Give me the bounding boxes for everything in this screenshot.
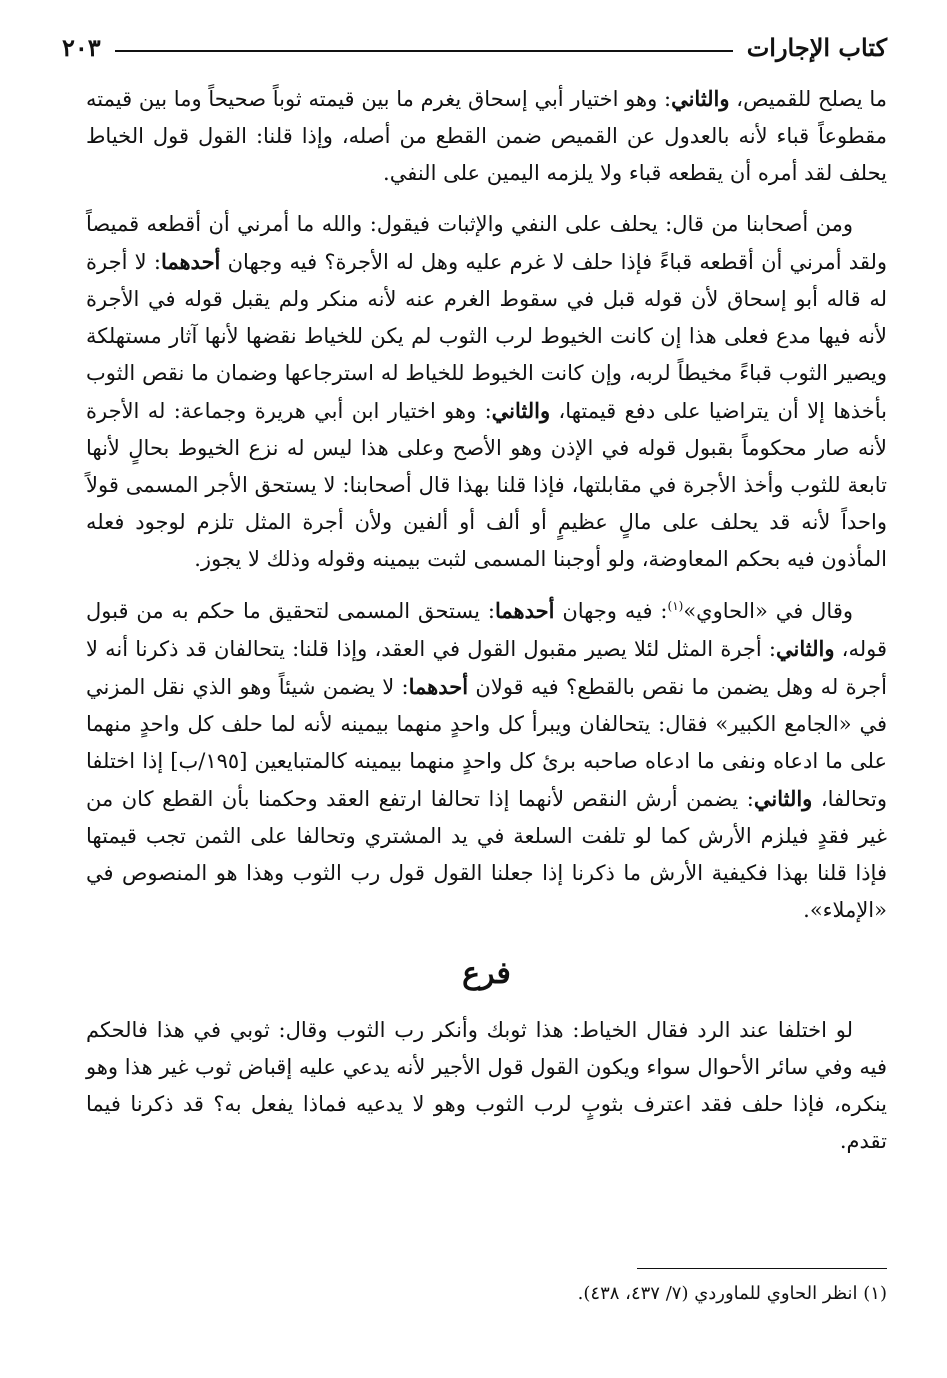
text-run: : لا يضمن شيئاً وهو الذي نقل المزني في «الجامع الكبير» فقال: يتحالفان ويبرأ كل واحدٍ منهما بيمينه لأنه لما حلف كل واحدٍ منهما على ما ادعاه ونفى ما ادعاه صاحبه برئ كل واحدٍ منهما بيمينه كالمتبايعين [١٩٥/ب] إذا اختلفا وتحالفا، [86,675,887,811]
text-run: : فيه وجهان [554,599,668,623]
paragraph-3 [86,592,887,929]
page-body [86,80,887,1174]
page-number: ٢٠٣ [62,32,101,62]
bold-term: والثاني [671,86,730,111]
text-run: : أجرة المثل لئلا يصير مقبول القول في العقد، وإذا قلنا: يتحالفان قد ذكرنا أنه لا أجرة له وهل يضمن ما نقص بالقطع؟ فيه قولان [86,637,887,699]
paragraph-4: لو اختلفا عند الرد فقال الخياط: هذا ثوبك وأنكر رب الثوب وقال: ثوبي في هذا فالحكم فيه وفي سائر الأحوال سواء ويكون القول قول الأجير لأنه يدعي عليه إقباض ثوب غير هذا وهو ينكره، فإذا حلف فقد اعترف بثوبٍ لرب الثوب وهو لا يدعيه فماذا يفعل به؟ قد ذكرنا فيما تقدم. [86,1018,887,1153]
paragraph-1 [86,80,887,192]
text-run: ومن أصحابنا من قال: يحلف على النفي والإثبات فيقول: والله ما أمرني أن أقطعه قميصاً ولقد أمرني أن أقطعه قباءً فإذا حلف لا غرم عليه وهل له الأجرة؟ فيه وجهان [86,212,887,274]
footnote: (١) انظر الحاوي للماوردي (٧/ ٤٣٧، ٤٣٨). [577,1283,887,1304]
text-run: : لا أجرة له قاله أبو إسحاق لأن قوله قبل في سقوط الغرم عنه لأنه منكر ولم يقبل قوله في الأجرة لأنه فيها مدع فعلى هذا إن كانت الخيوط لرب الثوب لم يكن للخياط نقضها لأنها آثار مستهلكة ويصير الثوب قباءً مخيطاً لربه، وإن كانت الخيوط للخياط له استرجاعها وضمان ما نقص الثوب بأخذها إلا أن يتراضيا على دفع قيمتها، [86,250,887,423]
text-run: : يضمن أرش النقص لأنهما إذا تحالفا ارتفع العقد وحكمنا بأن القطع كان من غير فقدٍ فيلزم الأرش كما لو تلفت السلعة في يد المشتري وتحالفا على الثمن تجب قيمتها فإذا قلنا بهذا فكيفية الأرش ما ذكرنا إذا جعلنا القول قول رب الثوب وهذا هو المنصوص في «الإملاء». [86,787,887,922]
paragraph-2 [86,206,887,578]
text-run: : يستحق المسمى لتحقيق ما حكم به من قبول قوله، [86,599,888,661]
footnote-ref[interactable]: (١) [667,599,684,613]
text-run: ما يصلح للقميص، [729,87,887,111]
page-header [62,26,887,68]
section-heading: فرع [462,956,511,991]
bold-term: أحدهما [408,674,469,699]
text-run: : وهو اختيار أبي إسحاق يغرم ما بين قيمته ثوباً صحيحاً وما بين قيمته مقطوعاً قباء لأنه بالعدول عن القميص ضمن القطع من أصله، وإذا قلنا: القول قول الخياط يحلف لقد أمره أن يقطعه قباء ولا يلزمه اليمين على النفي. [86,87,887,185]
chapter-title: كتاب الإجارات [746,32,887,62]
text-run: وقال في «الحاوي» [683,599,854,623]
footnote-separator [637,1268,887,1269]
bold-term: والثاني [753,786,813,811]
bold-term: والثاني [491,398,551,423]
bold-term: أحدهما [494,598,555,623]
bold-term: أحدهما [160,249,221,274]
header-rule [115,50,733,52]
bold-term: والثاني [776,636,835,661]
text-run: : وهو اختيار ابن أبي هريرة وجماعة: له الأجرة لأنه صار محكوماً بقبول قوله في الإذن وهو الأصح وعلى هذا ليس له نزع الخيوط بحالٍ لأنها تابعة للثوب وأخذ الأجرة في مقابلتها، فإذا قلنا بهذا قال أصحابنا: لا يستحق الأجر المسمى قولاً واحداً لأنه قد يحلف على مالٍ عظيمٍ أو ألف أو ألفين ولأن أجرة المثل تلزم لوجود فعله المأذون فيه بحكم المعاوضة، ولو أوجبنا المسمى لثبت بيمينه وقوله وذلك لا يجوز. [86,399,887,571]
